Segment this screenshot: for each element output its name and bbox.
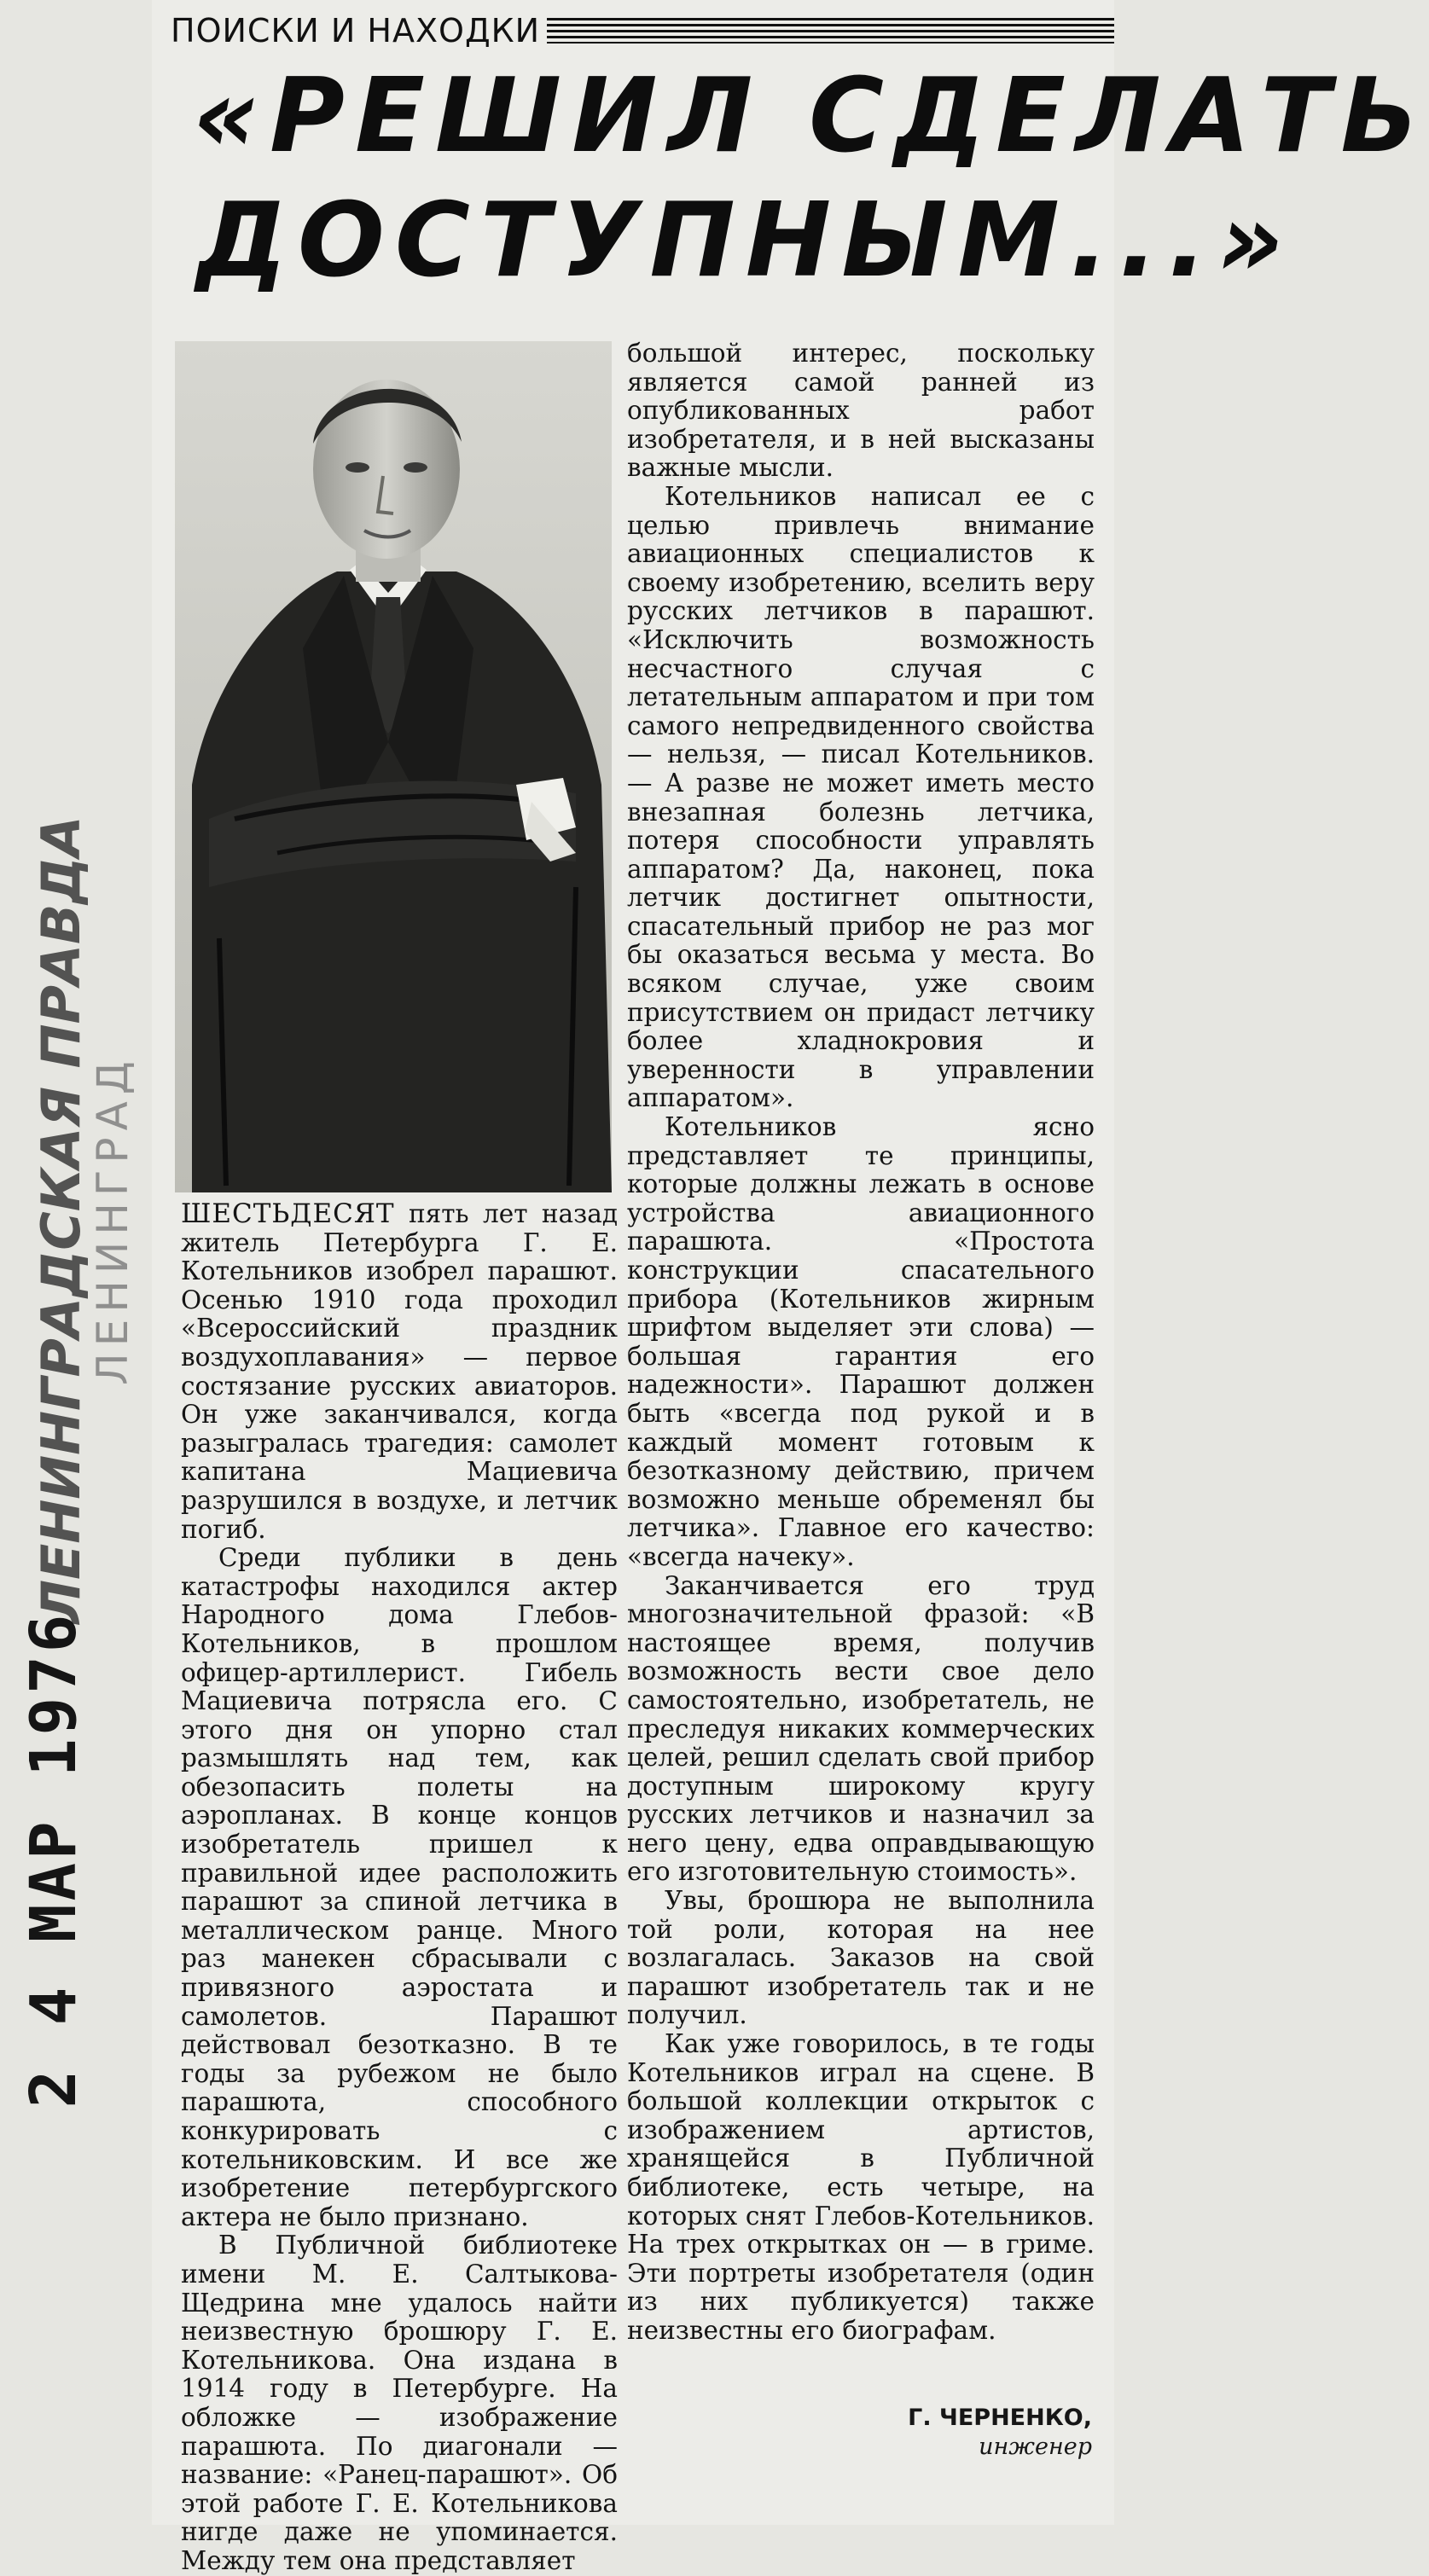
author-signature (879, 2404, 1092, 2462)
newspaper-title-stamp: ЛЕНИНГРАДСКАЯ ПРАВДА (30, 815, 92, 1624)
article-left-column (181, 1200, 618, 2576)
headline-line-1: «РЕШИЛ СДЕЛАТЬ (193, 57, 1429, 176)
paragraph-4: Котельников написал ее с целью привлечь внимание авиационных специалистов к своему изобретению, вселить веру русских летчиков в парашют. «Исключить возможность несчастного случая с летательным аппаратом и при том самого непредвиденного свойства — нельзя, — писал Котельников. — А разве не может иметь место внезапная болезнь летчика, потеря способности управлять аппаратом? Да, наконец, пока летчик достигнет опытности, спасательный прибор не раз мог бы оказаться весьма у места. Во всяком случае, уже своим присутствием он придаст летчику более хладнокровия и уверенности в управлении аппаратом». (627, 481, 1095, 1113)
paragraph-1 (181, 1200, 618, 1544)
author-role: инженер (979, 2434, 1092, 2460)
portrait-illustration (175, 341, 612, 1192)
paragraph-3-continued: большой интерес, поскольку является самой ранней из опубликованных работ изобретателя, и в ней высказаны важные мысли. (627, 339, 1095, 483)
paragraph-7: Увы, брошюра не выполнила той роли, которая на нее возлагалась. Заказов на свой парашют изобретатель так и не получил. (627, 1886, 1095, 2030)
paragraph-5: Котельников ясно представляет те принципы, которые должны лежать в основе устройства авиационного парашюта. «Простота конструкции спасательного прибора (Котельников жирным шрифтом выделяет эти слова) — большая гарантия его надежности». Парашют должен быть «всегда под рукой и в каждый момент готовым к безотказному действию, причем возможно меньше обременял бы летчика». Главное его качество: «всегда начеку». (627, 1112, 1095, 1571)
lead-word: ШЕСТЬДЕСЯТ (181, 1198, 395, 1229)
city-stamp: ЛЕНИНГРАД (88, 1054, 137, 1385)
rubric-bar (171, 9, 1114, 53)
article-headline (193, 55, 1429, 304)
headline-line-2: ДОСТУПНЫМ...» (196, 182, 1294, 300)
paragraph-2: Среди публики в день катастрофы находился актер Народного дома Глебов-Котельников, в прошлом офицер-артиллерист. Гибель Мациевича потрясла его. С этого дня он упорно стал размышлять над тем, как обезопасить полеты на аэропланах. В конце концов изобретатель пришел к правильной идее расположить парашют за спиной летчика в металлическом ранце. Много раз манекен сбрасывали с привязного аэростата и самолетов. Парашют действовал безотказно. В те годы за рубежом не было парашюта, способного конкурировать с котельниковским. И все же изобретение петербургского актера не было признано. (181, 1543, 618, 2231)
portrait-photo (175, 341, 612, 1192)
author-name: Г. ЧЕРНЕНКО, (908, 2405, 1092, 2431)
date-stamp: 2 4 МАР 1976 (17, 1610, 90, 2109)
rubric-title: ПОИСКИ И НАХОДКИ (171, 12, 541, 49)
paragraph-6: Заканчивается его труд многозначительной фразой: «В настоящее время, получив возможность вести свое дело самостоятельно, изобретатель, не преследуя никаких коммерческих целей, решил сделать свой прибор доступным широкому кругу русских летчиков и назначил за него цену, едва оправдывающую его изготовительную стоимость». (627, 1570, 1095, 1887)
paragraph-8: Как уже говорилось, в те годы Котельников играл на сцене. В большой коллекции открыток с изображением артистов, хранящейся в Публичной библиотеке, есть четыре, на которых снят Глебов-Котельников. На трех открытках он — в гриме. Эти портреты изобретателя (один из них публикуется) также неизвестны его биографам. (627, 2029, 1095, 2345)
paragraph-3: В Публичной библиотеке имени М. Е. Салтыкова-Щедрина мне удалось найти неизвестную брошюру Г. Е. Котельникова. Она издана в 1914 году в Петербурге. На обложке — изображение парашюта. По диагонали — название: «Ранец-парашют». Об этой работе Г. Е. Котельникова нигде даже не упоминается. Между тем она представляет (181, 2231, 618, 2575)
article-right-column (627, 339, 1095, 2346)
rubric-rule-lines (547, 18, 1114, 44)
paragraph-1-text: пять лет назад житель Петербурга Г. Е. Котельников изобрел парашют. Осенью 1910 года проходил «Всероссийский праздник воздухоплавания» — первое состязание русских авиаторов. Он уже заканчивался, когда разыгралась трагедия: самолет капитана Мациевича разрушился в воздухе, и летчик погиб. (181, 1199, 618, 1544)
